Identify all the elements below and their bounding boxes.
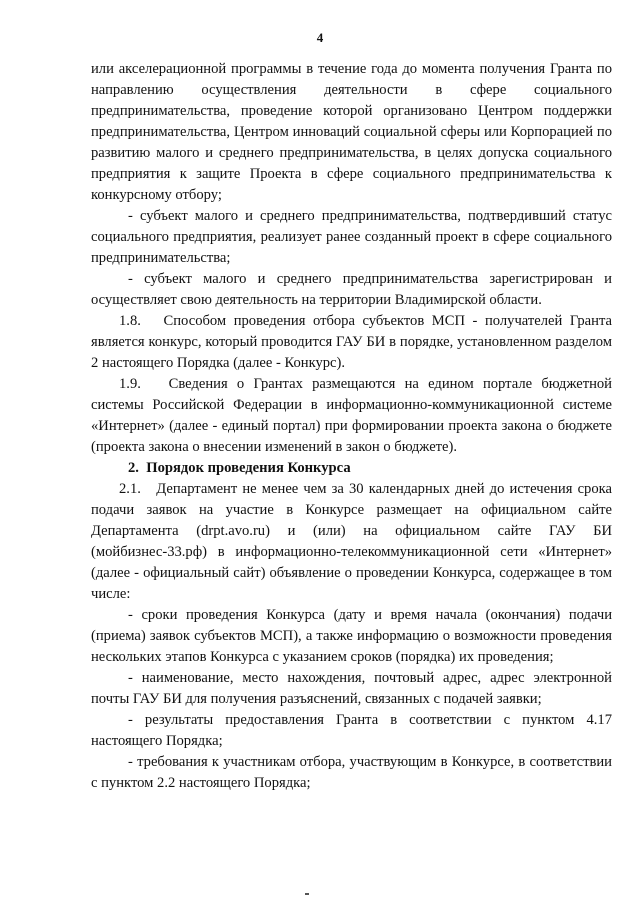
paragraph-item-2-1: 2.1. Департамент не менее чем за 30 календарных дней до истечения срока подачи заявок на участие в Конкурсе размещает на официальном сайте Департамента (drpt.avo.ru) и (или) на официальном сайте ГАУ БИ (мойбизнес-33.рф) в информационно-телекоммуникационной сети «Интернет» (далее - официальный сайт) объявление о проведении Конкурса, содержащее в том числе: xyxy=(91,481,612,602)
paragraph-item-1-9: 1.9. Сведения о Грантах размещаются на едином портале бюджетной системы Российской Федерации в информационно-коммуникационной системе «Интернет» (далее - единый портал) при формировании проекта закона о бюджете (проекта закона о внесении изменений в закон о бюджете). xyxy=(91,376,612,455)
paragraph-bullet-registered: - субъект малого и среднего предпринимательства зарегистрирован и осуществляет свою деятельность на территории Владимирской области. xyxy=(91,271,612,308)
paragraph-bullet-requirements: - требования к участникам отбора, участвующим в Конкурсе, в соответствии с пунктом 2.2 настоящего Порядка; xyxy=(91,754,612,791)
document-body xyxy=(91,59,612,794)
section-heading: 2. Порядок проведения Конкурса xyxy=(128,460,351,476)
paragraph-bullet-terms: - сроки проведения Конкурса (дату и время начала (окончания) подачи (приема) заявок субъектов МСП), а также информацию о возможности проведения нескольких этапов Конкурса с указанием сроков (порядка) их проведения; xyxy=(91,607,612,665)
paragraph-item-1-8: 1.8. Способом проведения отбора субъектов МСП - получателей Гранта является конкурс, который проводится ГАУ БИ в порядке, установленном разделом 2 настоящего Порядка (далее - Конкурс). xyxy=(91,313,612,371)
paragraph-bullet-contacts: - наименование, место нахождения, почтовый адрес, адрес электронной почты ГАУ БИ для получения разъяснений, связанных с подачей заявки; xyxy=(91,670,612,707)
paragraph-bullet-results: - результаты предоставления Гранта в соответствии с пунктом 4.17 настоящего Порядка; xyxy=(91,712,612,749)
page-number: 4 xyxy=(316,30,324,45)
paragraph-continuation: или акселерационной программы в течение года до момента получения Гранта по направлению осуществления деятельности в сфере социального предпринимательства, проведение которой организовано Центром поддержки предпринимательства, Центром инноваций социальной сферы или Корпорацией по развитию малого и среднего предпринимательства, в целях допуска социального предприятия к защите Проекта в сфере социального предпринимательства к конкурсному отбору; xyxy=(91,61,612,203)
paragraph-bullet-social-status: - субъект малого и среднего предпринимательства, подтвердивший статус социального предприятия, реализует ранее созданный проект в сфере социального предпринимательства; xyxy=(91,208,612,266)
footer-scan-mark xyxy=(305,893,309,895)
